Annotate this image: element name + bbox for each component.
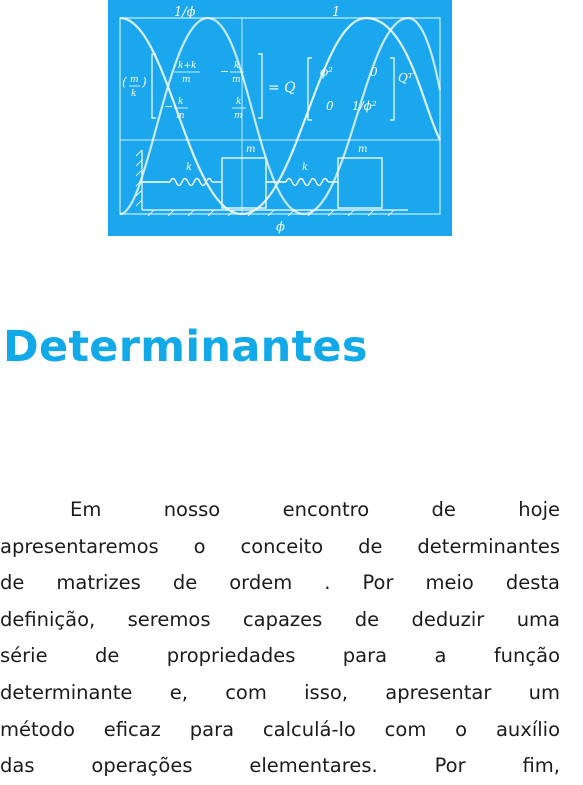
eq-d12: 0 [370,65,378,79]
eq-d22: 1/ϕ² [352,99,377,113]
eq-m12-bottom: m [232,75,241,85]
top-label-left: 1/ϕ [174,5,196,20]
paragraph-line: série de propriedades para a função [0,644,560,668]
mass-label-1: m [246,144,256,155]
svg-text:−: − [220,65,230,78]
paragraph-line: determinante e, com isso, apresentar um [0,680,560,704]
paragraph-line: Em nosso encontro de hoje [70,498,560,521]
spring-label-2: k [302,162,309,173]
eq-m22-bottom: m [234,111,243,121]
eq-d21: 0 [326,99,334,113]
mass-label-2: m [358,144,368,155]
eq-m22-top: k [236,97,242,107]
spring-label-1: k [186,162,193,173]
eq-equals: = Q [268,80,296,96]
eq-m11-bottom: m [182,75,191,85]
paragraph-line: método eficaz para calculá-lo com o auxílio [0,717,560,741]
eq-m11-top: k+k [178,61,197,71]
eq-d11: ϕ² [320,65,333,79]
paragraph-line: apresentaremos o conceito de determinantes [0,534,560,558]
eq-left-top: m [130,75,139,85]
eq-m21-bottom: m [176,111,185,121]
header-illustration [108,0,452,236]
eigen-diagram [108,0,452,236]
eq-left-bottom: k [131,89,137,99]
top-label-right: 1 [332,5,341,20]
page-title: Determinantes [3,322,368,372]
intro-paragraph [0,492,560,785]
svg-text:−: − [164,100,174,113]
svg-text:): ) [142,75,147,89]
svg-text:(: ( [122,75,127,89]
eq-transpose: Qᵀ [398,71,413,85]
bottom-label: ϕ [276,220,285,235]
paragraph-line: definição, seremos capazes de deduzir uma [0,607,560,631]
eq-m21-top: k [178,97,184,107]
paragraph-line: de matrizes de ordem . Por meio desta [0,571,560,595]
paragraph-line: das operações elementares. Por fim, [0,754,560,778]
eq-m12-top: k [234,61,240,71]
